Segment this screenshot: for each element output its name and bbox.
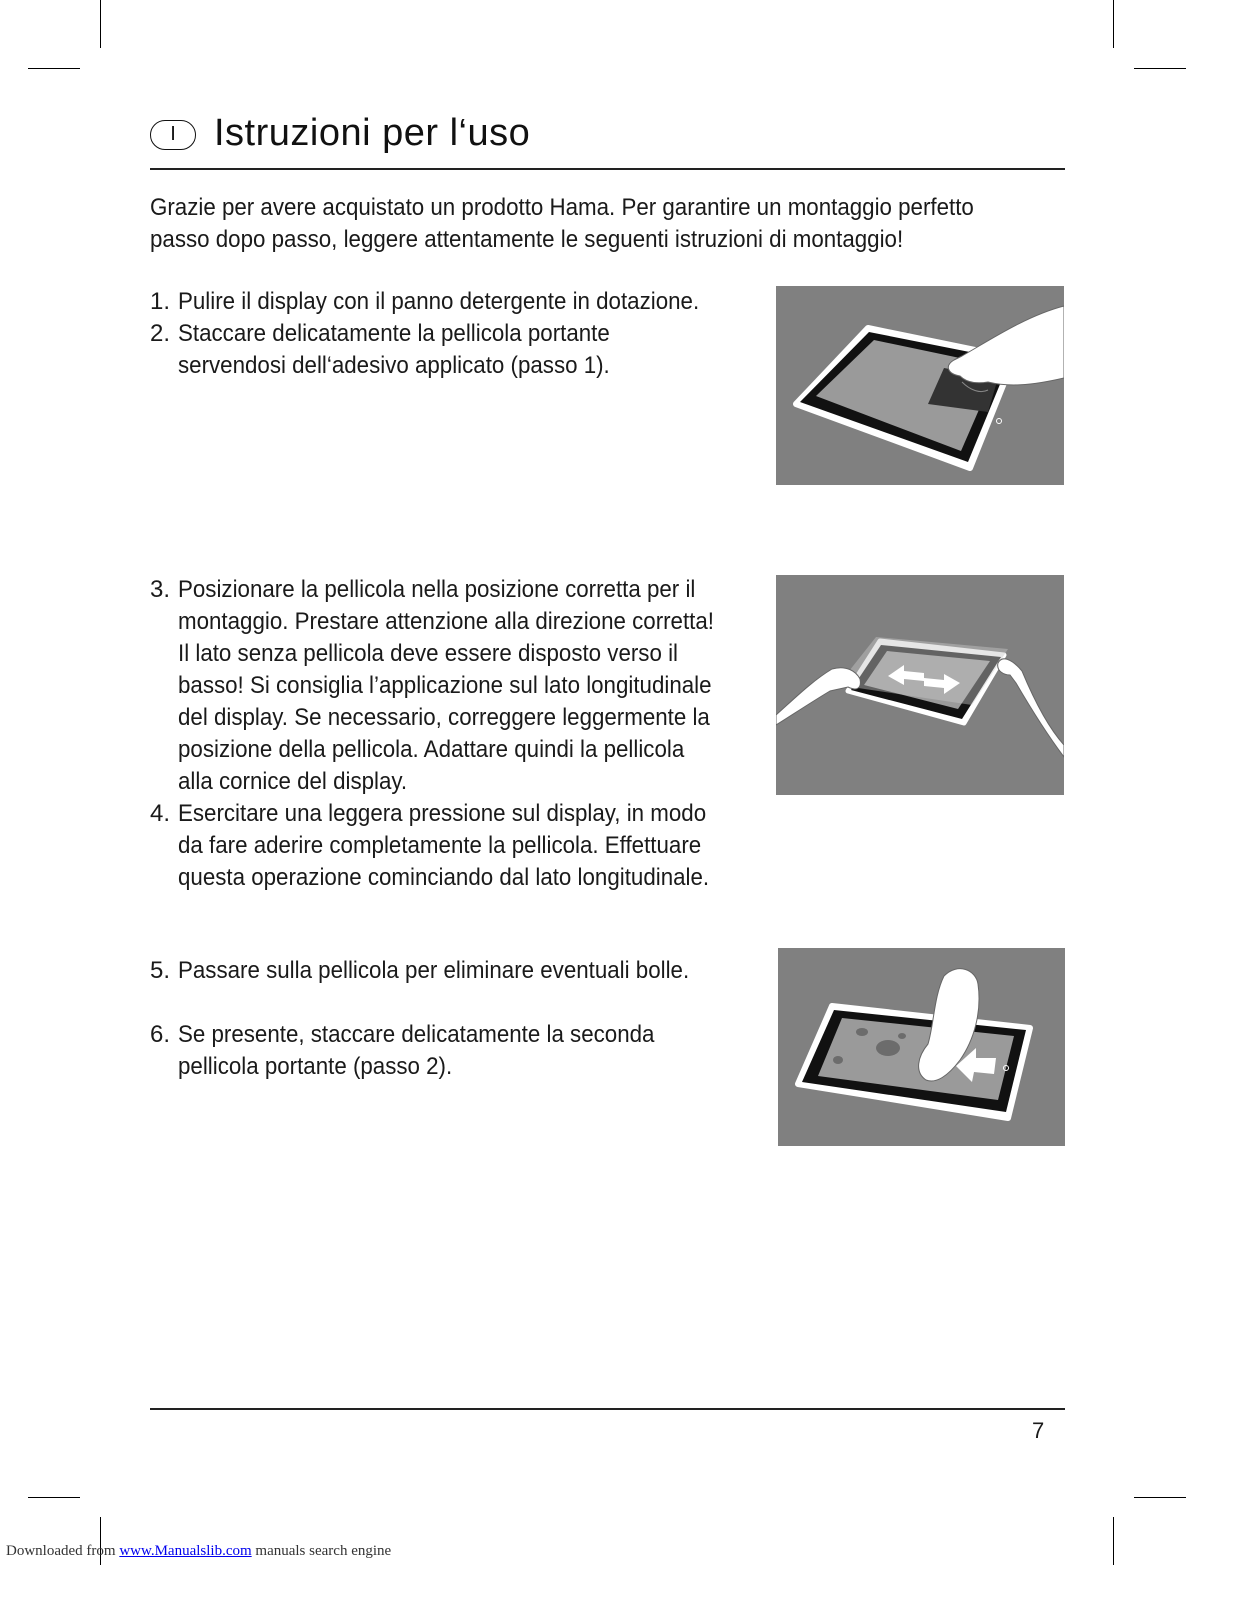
- illustration-position-film: [776, 575, 1064, 795]
- intro-line: Grazie per avere acquistato un prodotto Hama. Per garantire un montaggio perfetto: [150, 194, 974, 221]
- tablet-smooth-drawing: [778, 948, 1065, 1146]
- step-number: 2.: [150, 320, 171, 347]
- step-item: [150, 286, 738, 318]
- tablet-position-drawing: [776, 575, 1064, 795]
- page-header: [150, 110, 1065, 170]
- download-note: [6, 1543, 391, 1560]
- footer-rule: [150, 1408, 1065, 1410]
- step-line: Pulire il display con il panno detergente in dotazione.: [178, 288, 700, 315]
- step-item: [150, 574, 754, 798]
- step-line: posizione della pellicola. Adattare quindi la pellicola: [178, 736, 685, 763]
- illustration-remove-bubbles: [778, 948, 1065, 1146]
- page-title: Istruzioni per l‘uso: [214, 112, 531, 154]
- step-number: 6.: [150, 1021, 171, 1048]
- step-item: [150, 318, 738, 382]
- step-number: 3.: [150, 576, 171, 603]
- step-line: montaggio. Prestare attenzione alla direzione corretta!: [178, 608, 714, 635]
- crop-mark: [100, 0, 101, 48]
- step-text: [178, 318, 610, 382]
- download-note-suffix: manuals search engine: [255, 1543, 392, 1559]
- step-item: [150, 798, 754, 894]
- tablet-peel-drawing: [776, 286, 1064, 485]
- language-badge: I: [150, 120, 196, 150]
- step-line: alla cornice del display.: [178, 768, 408, 795]
- crop-mark: [1134, 68, 1186, 69]
- steps-list: [150, 955, 728, 987]
- steps-list: [150, 286, 738, 382]
- step-line: Il lato senza pellicola deve essere disposto verso il: [178, 640, 678, 667]
- intro-paragraph: [150, 192, 1050, 256]
- step-number: 5.: [150, 957, 171, 984]
- step-line: questa operazione cominciando dal lato longitudinale.: [178, 864, 710, 891]
- step-line: Se presente, staccare delicatamente la seconda: [178, 1021, 655, 1048]
- step-text: [178, 955, 689, 987]
- intro-line: passo dopo passo, leggere attentamente le seguenti istruzioni di montaggio!: [150, 226, 904, 253]
- step-line: servendosi dell‘adesivo applicato (passo 1).: [178, 352, 610, 379]
- step-item: [150, 955, 728, 987]
- step-text: [178, 574, 714, 798]
- step-line: basso! Si consiglia l’applicazione sul lato longitudinale: [178, 672, 712, 699]
- step-line: Staccare delicatamente la pellicola portante: [178, 320, 610, 347]
- steps-list: [150, 574, 754, 894]
- step-line: Passare sulla pellicola per eliminare eventuali bolle.: [178, 957, 690, 984]
- step-text: [178, 798, 709, 894]
- manualslib-link[interactable]: www.Manualslib.com: [119, 1543, 252, 1559]
- download-note-prefix: Downloaded from: [6, 1543, 116, 1559]
- step-line: del display. Se necessario, correggere leggermente la: [178, 704, 710, 731]
- step-text: [178, 286, 699, 318]
- crop-mark: [1113, 1517, 1114, 1565]
- illustration-peel-film: [776, 286, 1064, 485]
- step-line: Esercitare una leggera pressione sul display, in modo: [178, 800, 707, 827]
- crop-mark: [1113, 0, 1114, 48]
- step-item: [150, 1019, 690, 1083]
- crop-mark: [28, 68, 80, 69]
- crop-mark: [28, 1497, 80, 1498]
- step-text: [178, 1019, 654, 1083]
- step-line: pellicola portante (passo 2).: [178, 1053, 453, 1080]
- page-number: 7: [1032, 1418, 1045, 1443]
- steps-list: [150, 1019, 690, 1083]
- step-number: 4.: [150, 800, 171, 827]
- crop-mark: [1134, 1497, 1186, 1498]
- step-line: Posizionare la pellicola nella posizione corretta per il: [178, 576, 696, 603]
- step-line: da fare aderire completamente la pellicola. Effettuare: [178, 832, 702, 859]
- step-number: 1.: [150, 288, 171, 315]
- header-rule: [150, 168, 1065, 170]
